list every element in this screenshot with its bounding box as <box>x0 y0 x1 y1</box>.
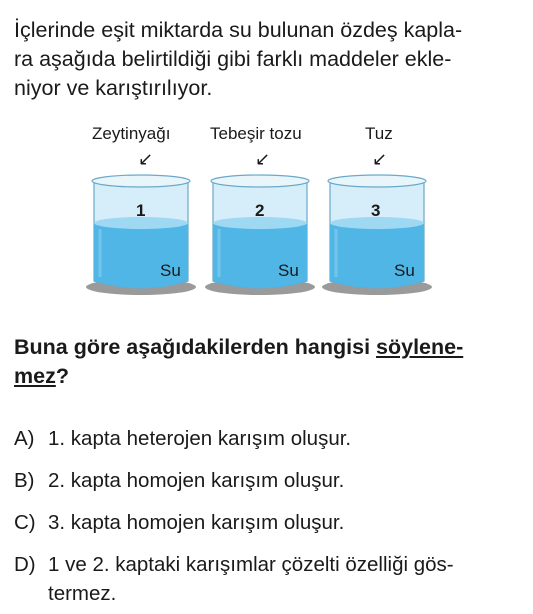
option-a[interactable] <box>14 424 529 453</box>
question-line-1 <box>14 333 526 362</box>
option-b-letter: B) <box>14 469 35 492</box>
question-negation-part-2: mez <box>14 364 56 388</box>
liquid-label-2: Su <box>278 261 299 280</box>
option-b[interactable] <box>14 466 529 495</box>
question-negation-part-1: söylene- <box>376 335 464 359</box>
containers-figure <box>0 115 533 305</box>
intro-line-3: niyor ve karıştırılıyor. <box>14 76 213 100</box>
option-a-text: 1. kapta heterojen karışım oluşur. <box>48 427 352 450</box>
option-c-text: 3. kapta homojen karışım oluşur. <box>48 511 345 534</box>
substance-label-1: Zeytinyağı <box>92 124 171 143</box>
substance-label-2: Tebeşir tozu <box>210 124 302 143</box>
option-d[interactable] <box>14 550 529 608</box>
question-line-2 <box>14 362 526 391</box>
option-c-letter: C) <box>14 511 36 534</box>
option-d-text: 1 ve 2. kaptaki karışımlar çözelti özelliği gös- <box>48 553 454 576</box>
arrow-icon-3: ↙ <box>372 149 388 169</box>
question-stem <box>14 333 526 391</box>
beaker-2 <box>203 173 317 297</box>
container-number-1: 1 <box>136 201 146 220</box>
intro-line-2: ra aşağıda belirtildiği gibi farklı maddeler ekle- <box>14 47 452 71</box>
beaker-1 <box>84 173 198 297</box>
question-line-1-text: Buna göre aşağıdakilerden hangisi <box>14 335 377 359</box>
container-number-3: 3 <box>371 201 381 220</box>
arrow-icon-1: ↙ <box>138 149 154 169</box>
option-b-text: 2. kapta homojen karışım oluşur. <box>48 469 345 492</box>
option-d-letter: D) <box>14 553 36 576</box>
intro-text <box>14 16 524 103</box>
liquid-label-3: Su <box>394 261 415 280</box>
substance-label-3: Tuz <box>365 124 393 143</box>
arrow-icon-2: ↙ <box>255 149 271 169</box>
container-number-2: 2 <box>255 201 265 220</box>
intro-line-1: İçlerinde eşit miktarda su bulunan özdeş kapla- <box>14 18 463 42</box>
option-d-continuation: termez. <box>48 582 117 605</box>
option-c[interactable] <box>14 508 529 537</box>
beaker-3 <box>320 173 434 297</box>
option-a-letter: A) <box>14 427 35 450</box>
liquid-label-1: Su <box>160 261 181 280</box>
question-mark: ? <box>55 364 69 388</box>
